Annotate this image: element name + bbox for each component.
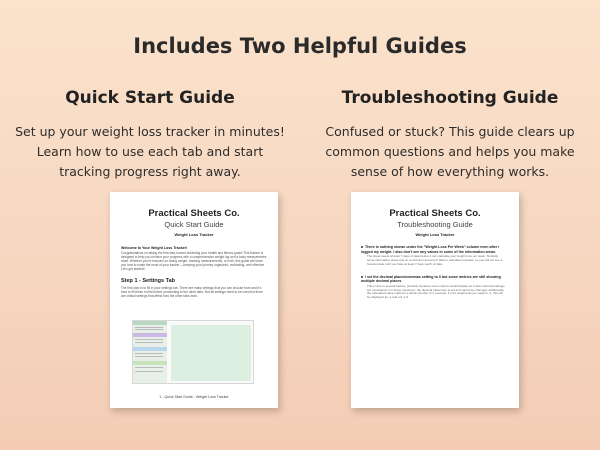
doc-step-heading: Step 1 - Settings Tab xyxy=(121,278,175,284)
sheet-row-line xyxy=(135,353,163,354)
doc-subtitle: Troubleshooting Guide xyxy=(397,220,473,229)
doc-brand: Practical Sheets Co. xyxy=(148,208,240,219)
doc-step-text: The first step is to fill in your settings tab. There are many settings that you can choose from and it's best to fill these in first before proceeding to the other tabs. Not all settings need to be used but there are critical settings that affect how the other tabs work. xyxy=(121,286,263,298)
quick-start-heading: Quick Start Guide xyxy=(65,88,235,108)
quick-start-description: Set up your weight loss tracker in minutes! Learn how to use each tab and start tracking progress right away. xyxy=(15,124,285,179)
sheet-row-line xyxy=(135,356,163,357)
doc-brand: Practical Sheets Co. xyxy=(389,208,481,219)
faq-question-2 xyxy=(361,275,509,284)
faq-answer-1: The sheet needs at least 7 days of data before it can calculate your weight loss per week. Similarly, some information areas rely on a minimum amount of data to calculate forecasts, so you will not see a forecast date until you have at least 7 days worth of data. xyxy=(367,254,503,266)
settings-band xyxy=(133,361,167,365)
faq-question-1 xyxy=(361,245,509,254)
settings-sheet-screenshot xyxy=(132,320,254,384)
troubleshooting-document-preview xyxy=(351,192,519,408)
faq-question-2-text: I set the decimal places/commas setting to 0 but some metrics are still showing multiple decimal places xyxy=(361,274,501,284)
bullet-icon xyxy=(361,276,363,278)
bullet-icon xyxy=(361,246,363,248)
quick-start-section xyxy=(5,88,295,182)
doc-welcome-text: Congratulations on taking the first step toward achieving your health and fitness goals! This tracker is designed to help you monitor your progress with a comprehensive weight log and a body measurement chart. Whether you're focused on losing weight, tracking measurements, or both, this guide will show you how to make the most of your tracker —keeping your journey organized, motivating, and effective. Let's get started! xyxy=(121,251,267,271)
sheet-row-line xyxy=(135,329,163,330)
settings-labels-column xyxy=(133,321,167,383)
settings-band xyxy=(133,321,167,325)
doc-product: Weight Loss Tracker xyxy=(174,232,214,237)
quick-start-document-preview xyxy=(110,192,278,408)
settings-band xyxy=(133,333,167,337)
doc-footer: 1 - Quick Start Guide - Weight Loss Tracker xyxy=(159,395,229,399)
doc-subtitle: Quick Start Guide xyxy=(164,220,224,229)
troubleshooting-description: Confused or stuck? This guide clears up common questions and helps you make sense of how everything works. xyxy=(325,124,575,179)
sheet-row-line xyxy=(135,327,163,328)
page-title: Includes Two Helpful Guides xyxy=(133,34,467,58)
faq-question-1-text: There is nothing shown under the "Weight Loss Per Week" column even after I logged my weight. I also don't see any values in some of the information areas. xyxy=(361,245,500,254)
sheet-row-line xyxy=(135,371,163,372)
faq-answer-2: This is due to several factors, primarily because some metrics would display as 0 when decimal settings are considered. For those measures, the decimal placement is set and cannot be changed. Additionally, the calculated value might be a whole number. For example, if your weight loss per week is -1, this will be displayed as -1 and not -1.0. xyxy=(367,283,505,300)
troubleshooting-heading: Troubleshooting Guide xyxy=(341,88,559,108)
settings-values-area xyxy=(171,325,251,381)
sheet-row-line xyxy=(135,339,163,340)
doc-product: Weight Loss Tracker xyxy=(415,232,455,237)
sheet-row-line xyxy=(135,367,163,368)
doc-welcome-heading: Welcome to Your Weight Loss Tracker! xyxy=(121,246,188,250)
sheet-row-line xyxy=(135,342,163,343)
settings-band xyxy=(133,347,167,351)
troubleshooting-section xyxy=(305,88,595,182)
